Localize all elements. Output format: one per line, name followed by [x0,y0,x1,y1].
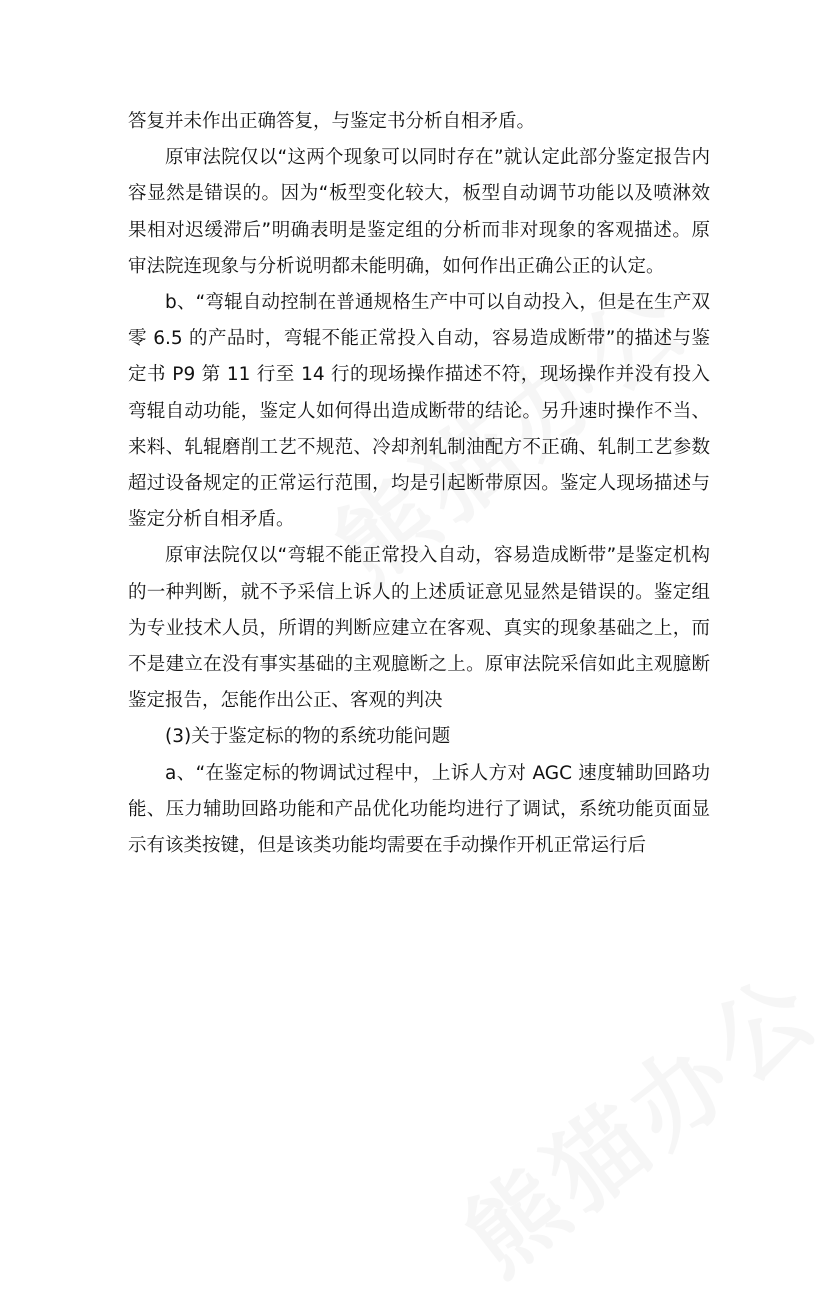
paragraph-court-assessment-2: 原审法院仅以“弯辊不能正常投入自动，容易造成断带”是鉴定机构的一种判断，就不予采信上诉人的上述质证意见显然是错误的。鉴定组为专业技术人员，所谓的判断应建立在客观、真实的现象基础之上，而不是建立在没有事实基础的主观臆断之上。原审法院采信如此主观臆断鉴定报告，怎能作出公正、客观的判决 [128,545,710,712]
document-body [128,104,710,864]
watermark [432,936,830,1300]
paragraph-continuation: 答复并未作出正确答复，与鉴定书分析自相矛盾。 [128,111,536,132]
paragraph-item-a: a、“在鉴定标的物调试过程中，上诉人方对 AGC 速度辅助回路功能、压力辅助回路功能和产品优化功能均进行了调试，系统功能页面显示有该类按键，但是该类功能均需要在手动操作开机正常运行后 [128,762,710,857]
paragraph-court-assessment-1: 原审法院仅以“这两个现象可以同时存在”就认定此部分鉴定报告内容显然是错误的。因为“板型变化较大，板型自动调节功能以及喷淋效果相对迟缓滞后”明确表明是鉴定组的分析而非对现象的客观描述。原审法院连现象与分析说明都未能明确，如何作出正确公正的认定。 [128,147,710,277]
paragraph-item-b: b、“弯辊自动控制在普通规格生产中可以自动投入，但是在生产双零 6.5 的产品时，弯辊不能正常投入自动，容易造成断带”的描述与鉴定书 P9 第 11 行至 14 行的现场操作描述不符，现场操作并没有投入弯辊自动功能，鉴定人如何得出造成断带的结论。另升速时操作不当、来料、轧辊磨削工艺不规范、冷却剂轧制油配方不正确、轧制工艺参数超过设备规定的正常运行范围，均是引起断带原因。鉴定人现场描述与鉴定分析自相矛盾。 [128,292,710,531]
section-heading-3: (3)关于鉴定标的物的系统功能问题 [165,726,451,748]
